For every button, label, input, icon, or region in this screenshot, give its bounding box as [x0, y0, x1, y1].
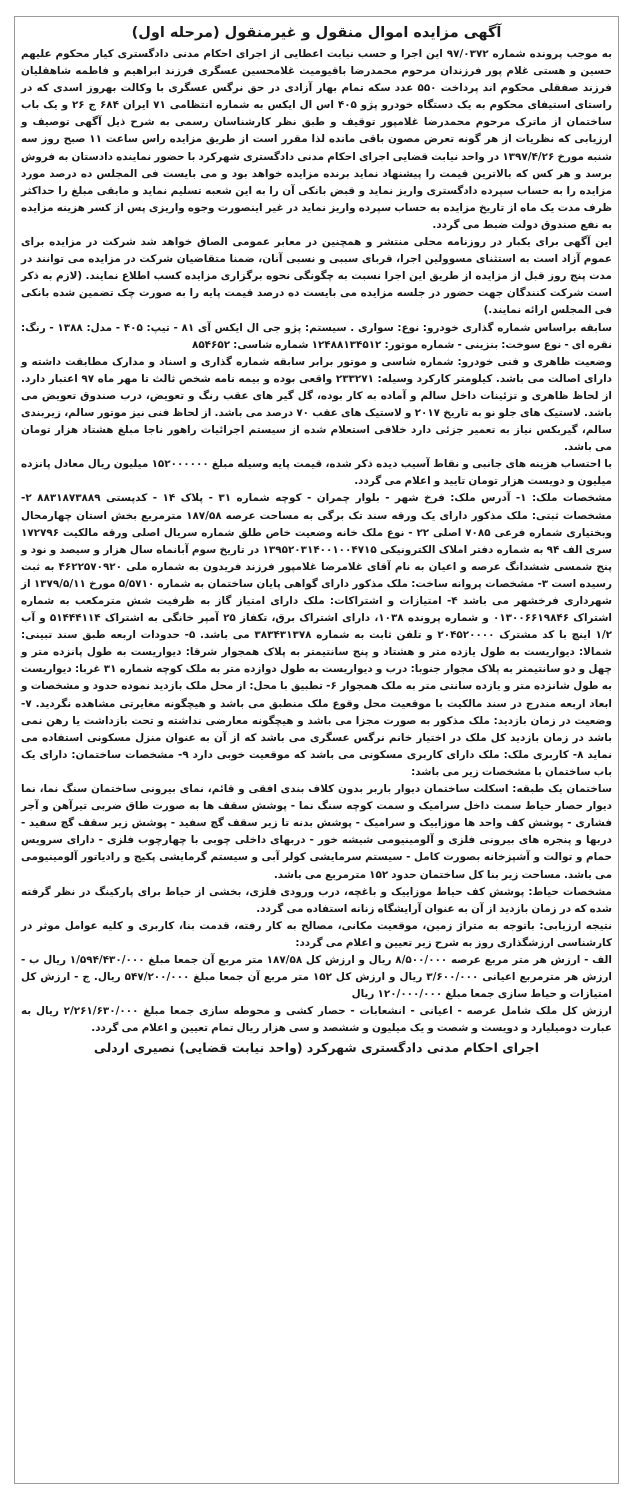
signature: اجرای احکام مدنی دادگستری شهرکرد (واحد نیابت قضایی) نصیری اردلی — [93, 1040, 540, 1056]
paragraph-property-details: مشخصات ملک: ۱- آدرس ملک: فرخ شهر - بلوار چمران - کوچه شماره ۳۱ - پلاک ۱۴ - کدپستی ۸۸۳۱۸۷۳۸۸۹ ۲- مشخصات ثبتی: ملک مذکور دارای یک ورقه سند تک برگی به مساحت عرصه ۱۸۷/۵۸ مترمربع بخش استان چهارمحال وبختیاری شماره فرعی ۷۰۸۵ اصلی ۲۲ - نوع ملک خانه وضعیت خاص طلق شماره سریال اصلی ورقه مالکیت ۱۷۲۷۹۶ سری الف ۹۴ به شماره دفتر املاک الکترونیکی ۱۳۹۵۲۰۳۱۴۰۰۱۰۰۴۷۱۵ در تاریخ سوم آبانماه سال هزار و سیصد و نود و پنج شمسی ششدانگ عرصه و اعیان به نام آقای غلامرضا غلامپور فرزند فریدون به شماره ملی ۴۶۲۲۵۷۰۹۲۰ به ثبت رسیده است ۳- مشخصات پروانه ساخت: ملک مذکور دارای گواهی پایان ساختمان به شماره ۵/۵۷۱۰ مورخ ۱۳۷۹/۵/۱۱ از شهرداری فرخشهر می باشد ۴- امتیازات و اشتراکات: ملک دارای امتیاز گاز به ظرفیت شش مترمکعب به شماره اشتراک ۰۱۳۰۰۶۶۱۹۸۴۶ و شماره پرونده ۱۰۳۸، دارای اشتراک برق، تکفاز ۲۵ آمپر خانگی به اشتراک ۵۱۴۴۴۱۱۴ و آب ۱/۲ اینچ با کد مشترک ۲۰۴۵۲۰۰۰۰ و تلفن ثابت به شماره ۳۸۳۴۳۱۳۷۸ می باشد. ۵- حدودات اربعه طبق سند تبینی: شمالا: دیواریست به طول یازده متر و هشتاد و پنج سانتیمتر به پلاک همجوار شرقا: دیواریست به طول پانزده متر و چهل و دو سانتیمتر به پلاک مجوار جنوبا: درب و دیواریست به طول دوازده متر به ملک کوچه شماره ۳۱ غربا: دیواریست به طول شانزده متر و یازده سانتی متر به ملک همجوار ۶- تطبیق با محل: از محل ملک بازدید نموده حدود و مشخصات و ابعاد اربعه مندرج در سند مالکیت با موقعیت محل وقوع ملک منطبق می باشد و هیچگونه مغایرتی مشاهده نگردید. ۷- وضعیت در زمان بازدید: ملک مذکور به صورت مجزا می باشد و هیچگونه معارضی نداشته و تحت بازداشت یا رهن نمی باشد در زمان بازدید کل ملک در اختیار خانم نرگس عسگری می باشد که از آن به عنوان منزل مسکونی استفاده می نماید ۸- کاربری ملک: ملک دارای کاربری مسکونی می باشد که موقعیت خوبی دارد ۹- مشخصات ساختمان: دارای یک باب ساختمان با مشخصات زیر می باشد: — [21, 492, 613, 778]
paragraph-vehicle-price: با احتساب هزینه های جانبی و نقاط آسیب دیده ذکر شده، قیمت پایه وسیله مبلغ ۱۵۲۰۰۰۰۰۰ میلیون ریال معادل پانزده میلیون و دویست هزار تومان تایید و اعلام می گردد. — [21, 458, 612, 488]
paragraph-vehicle-record: سابقه براساس شماره گذاری خودرو: نوع: سواری . سیستم: پژو جی ال ایکس آی ۸۱ - تیپ: ۴۰۵ - مدل: ۱۳۸۸ - رنگ: نقره ای - نوع سوخت: بنزینی - شماره موتور: ۱۲۴۸۸۱۳۴۵۱۲ شماره شاسی: ۸۵۴۶۵۲ — [21, 321, 612, 351]
paragraph-intro: به موجب پرونده شماره ۹۷/۰۳۷۲ این اجرا و حسب نیابت اعطایی از اجرای احکام مدنی دادگستری کیار محکوم علیهم حسین و هستی غلام پور فرزندان مرحوم محمدرضا باقیومیت غلامحسین عسگری فرزند ابراهیم و فاطمه شاهقلیان فرزند صفقلی محکوم اند پرداخت ۵۵۰ عدد سکه تمام بهار آزادی در حق نرگس عسگری با وکالت بهروز اسدی که در راستای استیفای محکوم به یک دستگاه خودرو پژو ۴۰۵ اس ال ایکس به شماره انتظامی ۷۱ ایران ۶۸۴ ج ۲۶ و یک باب ساختمان از ماترک مرحوم محمدرضا غلامپور توقیف و طبق نظر کارشناسان رسمی به شرح ذیل آگهی توصیف و ارزیابی که نظریات از هر گونه تعرض مصون باقی مانده لذا مقرر است از طریق مزایده راس ساعت ۱۱ صبح روز سه شنبه مورخ ۱۳۹۷/۴/۲۶ در واحد نیابت قضایی اجرای احکام مدنی دادگستری شهرکرد با حضور نماینده دادستان به فروش برسد و هر کس که بالاترین قیمت را پیشنهاد نماید برنده مزایده خواهد بود و می بایست فی المجلس ده درصد مورد مزایده را به حساب سپرده دادگستری واریز نماید و قبض بانکی آن را به این شعبه تسلیم نماید و مابقی مبلغ را حداکثر ظرف مدت یک ماه از تاریخ مزایده به حساب سپرده واریز نماید در غیر اینصورت وجوه واریزی پس از کسر هزینه مزایده به نفع صندوق دولت ضبط می گردد. — [21, 48, 613, 231]
paragraph-vehicle-condition: وضعیت ظاهری و فنی خودرو: شماره شاسی و موتور برابر سابقه شماره گذاری و اسناد و مدارک مطابقت داشته و دارای اصالت می باشد. کیلومتر کارکرد وسیله: ۲۳۳۲۷۱ واقعی بوده و بیمه نامه شخص ثالث تا مهر ماه ۹۷ اعتبار دارد. از لحاظ ظاهری و تزئینات داخل سالم و آماده به کار بوده، گل گیر های عقب رنگ و تعویض، درب صندوق تعویض می باشد. لاستیک های جلو نو به تاریخ ۲۰۱۷ و لاستیک های عقب ۷۰ درصد می باشد. از لحاظ فنی نیز موتور سالم، زیربندی سالم، گیربکس نیاز به تعمیر جزئی دارد خلافی استعلام شده از سیستم اجرائیات راهور ناجا مبلغ هشتاد هزار تومان می باشد. — [21, 355, 612, 454]
paragraph-publication: این آگهی برای یکبار در روزنامه محلی منتشر و همچنین در معابر عمومی الصاق خواهد شد شرکت در مزایده برای عموم آزاد است به استثنای مسوولین اجرا، قربای سببی و نسبی آنان، ضمنا متقاضیان شرکت در مزایده می توانند در مدت پنج روز قبل از مزایده از طریق این اجرا نسبت به چگونگی نحوه برگزاری مزایده کسب اطلاع نمایند. (لازم به ذکر است شرکت کنندگان جهت حضور در جلسه مزایده می بایست ده درصد قیمت پایه را به صورت چک تضمین شده بانکی فی المجلس ارائه نمایند.) — [21, 236, 612, 317]
paragraph-valuation-items: الف - ارزش هر متر مربع عرصه ۸/۵۰۰/۰۰۰ ریال و ارزش کل ۱۸۷/۵۸ متر مربع آن جمعا مبلغ ۱/۵۹۴/۴۳۰/۰۰۰ ریال ب - ارزش هر مترمربع اعیانی ۳/۶۰۰/۰۰۰ ریال و ارزش کل ۱۵۲ متر مربع آن جمعا مبلغ ۵۴۷/۲۰۰/۰۰۰ ریال. ج - ارزش کل امتیازات و حیاط سازی جمعا مبلغ ۱۲۰/۰۰۰/۰۰۰ ریال — [21, 953, 612, 1001]
notice-frame — [14, 16, 619, 1484]
notice-title: آگهی مزایده اموال منقول و غیرمنقول (مرحله اول) — [131, 25, 502, 41]
paragraph-building: ساختمان یک طبقه: اسکلت ساختمان دیوار باربر بدون کلاف بندی افقی و قائم، نمای بیرونی ساختمان سنگ نما، نما دیوار حصار حیاط سمت داخل سرامیک و سمت کوچه سنگ نما - پوشش سقف ها به صورت طاق ضربی تیرآهن و آجر فشاری - پوشش کف واحد ها موزاییک و سرامیک - پوشش بدنه تا زیر سقف گچ سفید - پوشش زیر سقف گچ سفید - دربها و پنجره های بیرونی فلزی و آلومینیومی شیشه خور - دربهای داخلی چوبی با چهارچوب فلزی - دارای سرویس حمام و توالت و آشپزخانه بصورت کامل - سیستم سرمایشی کولر آبی و سیستم گرمایشی پکیج و رادیاتور آلومینیومی می باشد. مساحت زیر بنا کل ساختمان حدود ۱۵۲ مترمربع می باشد. — [21, 783, 612, 881]
paragraph-valuation-intro: نتیجه ارزیابی: باتوجه به متراژ زمین، موقعیت مکانی، مصالح به کار رفته، قدمت بنا، کاربری و کلیه عوامل موثر در کارشناسی ارزشگذاری روز به شرح زیر تعیین و اعلام می گردد: — [21, 919, 612, 949]
paragraph-total-value: ارزش کل ملک شامل عرصه - اعیانی - انشعابات - حصار کشی و محوطه سازی جمعا مبلغ ۲/۲۶۱/۶۳۰/۰۰۰ ریال به عبارت دومیلیارد و دویست و شصت و یک میلیون و ششصد و سی هزار ریال تمام تعیین و اعلام می گردد. — [21, 1005, 612, 1035]
paragraph-yard: مشخصات حیاط: پوشش کف حیاط موزاییک و باغچه، درب ورودی فلزی، بخشی از حیاط برای پارکینگ در نظر گرفته شده که در زمان بازدید از آن به عنوان آرایشگاه زنانه استفاده می گردد. — [21, 885, 612, 915]
